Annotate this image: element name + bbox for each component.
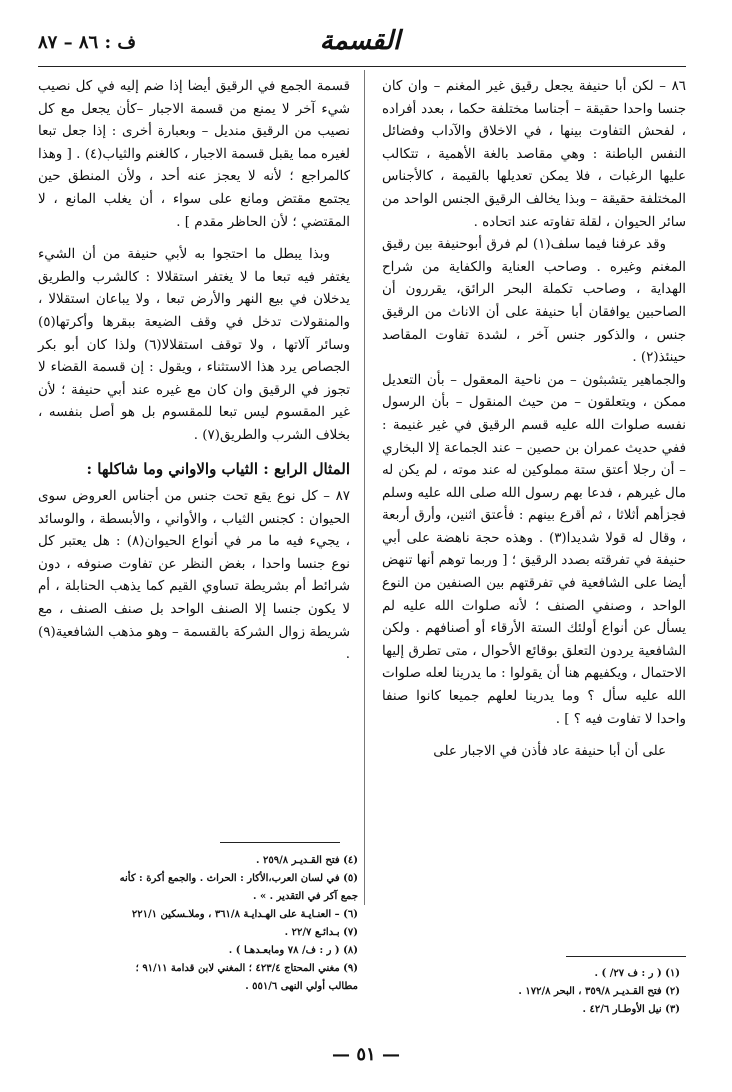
footnote-rule [220, 842, 340, 843]
spacer [38, 234, 350, 244]
running-title: القسمة [319, 26, 401, 56]
header-rule [38, 66, 686, 67]
paragraph-87: ٨٧ – كل نوع يقع تحت جنس من أجناس العروض سوى الحيوان : كجنس الثياب ، والأواني ، والأبسطة ، والوسائد ، يجيء فيه ما مر في أنواع الحيوان(٨) : هل يعتبر كل نوع جنسا واحدا ، بغض النظر عن تفاوت صنوفه ، دون شرائط أم بشريطة تساوي القيم كما يذهب الحنابلة ، أم لا يكون جنسا إلا الصنف الواحد بل صنف الصنف ، مع شريطة زوال الشركة بالقسمة – وهو مذهب الشافعية(٩) . [38, 489, 351, 663]
footnote: (٣) نيل الأوطـار ٤٢/٦ . [582, 1004, 680, 1015]
left-column [38, 76, 350, 667]
spacer [382, 731, 686, 741]
footnote: (٢) فتح القـديـر ٣٥٩/٨ ، البحر ١٧٢/٨ . [518, 986, 680, 997]
footnote: (٦) – العنـايـة على الهـدايـة ٣٦١/٨ ، وملاـسكين ٢٢١/١ [131, 909, 358, 920]
footnote: (٧) بـدائـع ٢٢/٧ . [284, 927, 358, 938]
footnote: (١) ( ر : ف ٢٧/ ) . [594, 968, 680, 979]
page-reference: ف : ٨٦ – ٨٧ [38, 32, 137, 53]
column-separator [364, 70, 365, 905]
section-heading: المثال الرابع : الثياب والاواني وما شاكلها : [86, 459, 350, 478]
page-number: — ٥١ — [332, 1044, 400, 1065]
footnote: (٥) في لسان العرب،الأكار : الحراث . والجمع أكرة : كأنه [119, 873, 358, 884]
paragraph: وقد عرفنا فيما سلف(١) لم فرق أبوحنيفة بين رقيق المغنم وغيره . وصاحب العناية والكفاية من شراح الهداية ، وصاحب تكملة البحر الرائق، يقررون أن الصاحبين يوافقان أبا حنيفة على أن الاناث من الرقيق جنس ، والذكور جنس آخر ، لشدة تفاوت المقاصد حينئذ(٢) . [382, 237, 686, 366]
footnote: جمع آكر في التقدير . » . [252, 891, 358, 902]
footnotes-left [38, 852, 358, 996]
right-column [382, 76, 686, 764]
footnote: (٩) مغني المحتاج ٤٢٣/٤ ؛ المغني لابن قدامة ٩١/١١ ؛ [135, 963, 358, 974]
paragraph-86: ٨٦ – لكن أبا حنيفة يجعل رقيق غير المغنم – وان كان جنسا واحدا حقيقة – أجناسا مختلفة حكما ، بعدد أفراده ، لفحش التفاوت بينها ، في الاخلاق والآداب وفضائل النفس الباطنة : وهي مقاصد بالغة الأهمية ، تتكالب عليها الرغبات ، فلا يمكن تعديلها بالقيمة ، كالأجناس المختلفة حقيقة – وبذا يخالف الرقيق الجنس الواحد من سائر الحيوان ، لقلة تفاوته عند اتحاده . [382, 79, 686, 230]
footnote: (٤) فتح القـديـر ٢٥٩/٨ . [256, 855, 358, 866]
paragraph: والجماهير يتشبثون – من ناحية المعقول – بأن التعديل ممكن ، ويتعلقون – من حيث المنقول – بأن الرسول نفسه صلوات الله عليه قسم الرقيق في غير غنيمة : ففي حديث عمران بن حصين – عند الجماعة إلا البخاري – أن رجلا أعتق ستة مملوكين له عند موته ، لم يكن له مال غيرهم ، فدعا بهم رسول الله صلى الله عليه وسلم فجزأهم أثلاثا ، ثم أقرع بينهم : فأعتق اثنين، وأرق أربعة ، وقال له قولا شديدا(٣) . وهذه حجة ناهضة على أبي حنيفة في تفرقته بصدد الرقيق ؛ [ وربما توهم أنها تنهض أيضا على الشافعية في تفرقتهم بين الصنفين من النوع الواحد ، وصنفي الصنف ؛ لأنه صلوات الله عليه لم يسأل عن أنواع أولئك الستة الأرقاء أو أصنافهم . ولكن الشافعية يردون التعلق بوقائع الأحوال ، متى تطرق إليها الاحتمال ، ويكفيهم هنا أن يقولوا : ما يدرينا لعله صلوات الله عليه سأل ؟ وما يدرينا لعلهم جميعا كانوا صنفا واحدا لا تفاوت فيه ؟ ] . [382, 372, 686, 727]
paragraph-continued: على أن أبا حنيفة عاد فأذن في الاجبار على [433, 744, 666, 760]
footnote: (٨) ( ر : ف/ ٧٨ ومابعـدهـا ) . [228, 945, 358, 956]
footnote: مطالب أولي النهى ٥٥١/٦ . [245, 981, 358, 992]
footnote-rule [566, 956, 686, 957]
paragraph: وبذا يبطل ما احتجوا به لأبي حنيفة من أن الشيء يغتفر فيه تبعا ما لا يغتفر استقلالا : كالشرب والطريق يدخلان في بيع النهر والأرض تبعا ، ولا يباعان استقلالا ، والمنقولات تدخل في وقف الضيعة ببقرها وأكرتها(٥) وسائر آلاتها ، ولا توقف استقلالا(٦) ولذا كان أبو بكر الجصاص يرد هذا الاستثناء ، ويقول : إن قسمة القضاء لا تجوز في الرقيق وان كان مع غيره عند أبي حنيفة ؛ لأن غير المقسوم ليس تبعا للمقسوم بل هو أصل بنفسه ، بخلاف الشرب والطريق(٧) . [38, 247, 350, 443]
footnotes-right [380, 965, 680, 1019]
paragraph: قسمة الجمع في الرقيق أيضا إذا ضم إليه في كل نصيب شيء آخر لا يمنع من قسمة الاجبار –كأن يجعل مع كل نصيب من الرقيق منديل – وبعبارة أخرى : إذا جعل تبعا لغيره مما يقبل قسمة الاجبار ، كالغنم والثياب(٤) . [ وهذا كالمراجع ؛ لأنه لا يعجز عنه أحد ، ولأن المنطق حين يجتمع مقتض ومانع على سواء ، أن يغلب المانع ، لا المقتضي ؛ لأن الحاظر مقدم ] . [38, 79, 350, 230]
